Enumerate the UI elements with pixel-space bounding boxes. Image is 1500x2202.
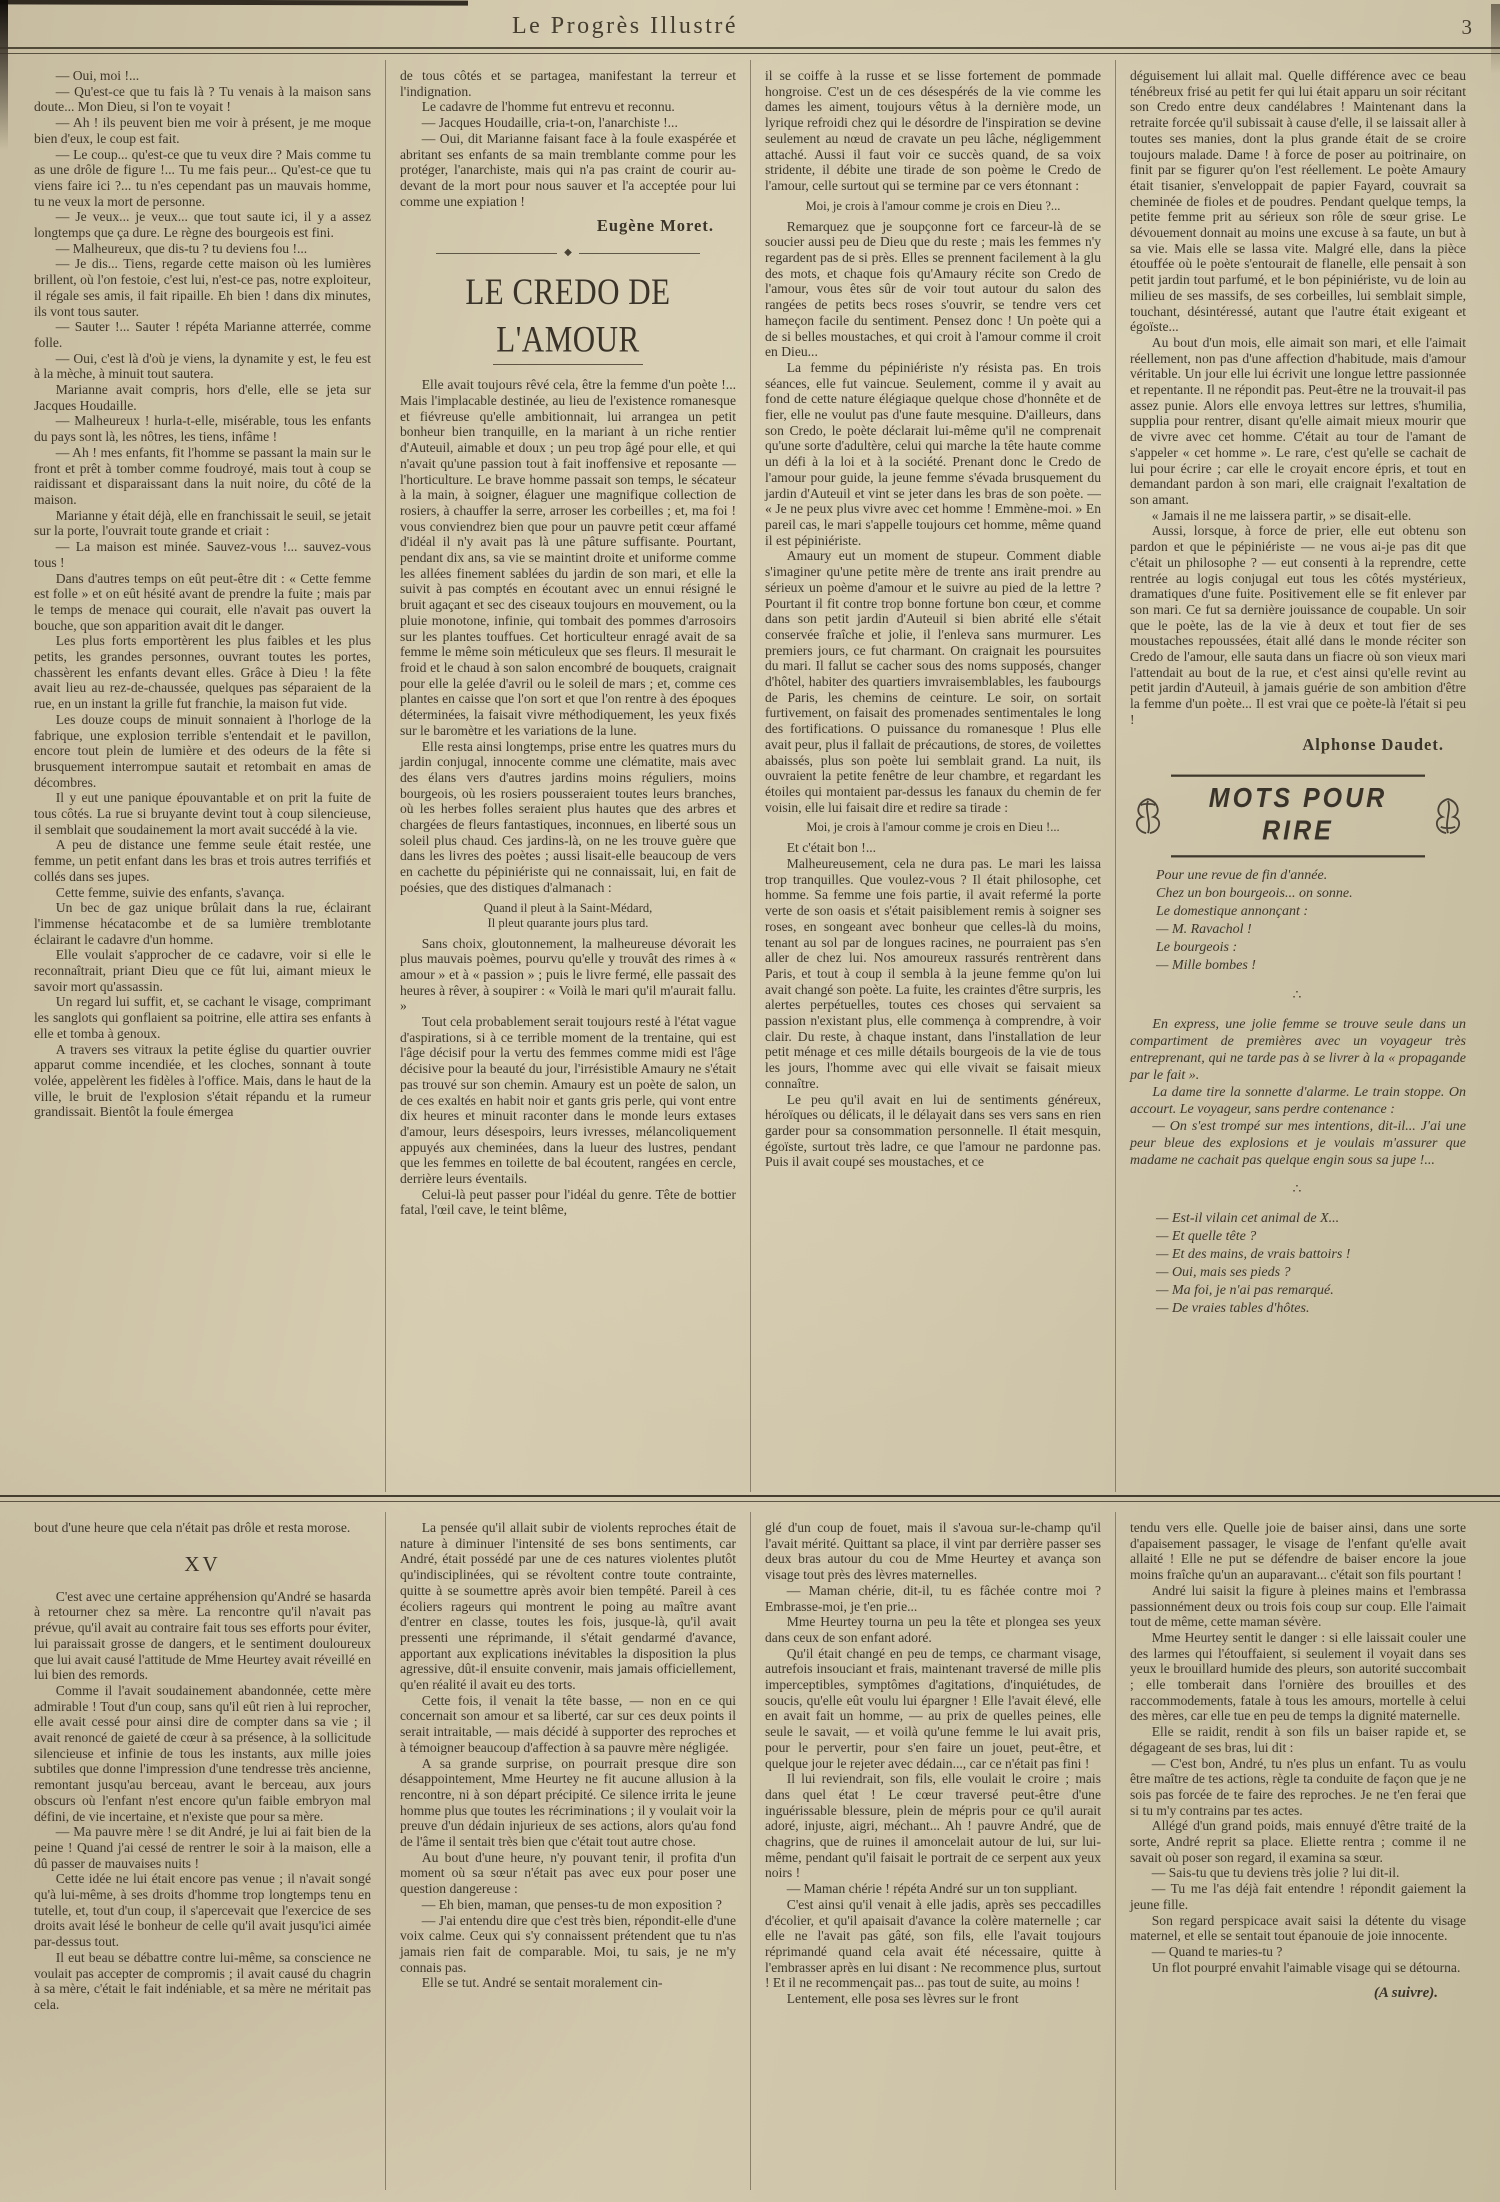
- paragraph: — Eh bien, maman, que penses-tu de mon exposition ?: [421, 1896, 722, 1912]
- paragraph: Marianne avait compris, hors d'elle, elle se jeta sur Jacques Houdaille.: [34, 382, 371, 413]
- paragraph: — Jacques Houdaille, cria-t-on, l'anarchiste !...: [421, 115, 678, 131]
- paragraph: Allégé d'un grand poids, mais ennuyé d'être traité de la sorte, André reprit sa place. Eliette rentra ; comme il ne savait où poser son regard, il examina sa sœur.: [1130, 1818, 1466, 1865]
- diamond-ornament-icon: ◆: [564, 247, 572, 259]
- paragraph: — Ma pauvre mère ! se dit André, je lui ai fait bien de la peine ! Quand j'ai cessé de rentrer le soir à la maison, elle a dû passer de mauvaises nuits !: [34, 1824, 371, 1871]
- paragraph: Elle resta ainsi longtemps, prise entre les quatres murs du jardin conjugal, innocente comme une clématite, mais avec des élans vers d'autres jardins moins réguliers, moins bourgeois, où les rosiers pousseraient toutes leurs branches, où les herbes folles seraient plus hautes que des arbres et chargées de fleurs fantastiques, inconnues, en liberté sous un soleil plus chaud. Ces jardins-là, on ne les trouve guère que dans les livres des poètes ; aussi lisait-elle beaucoup de vers en cachette du pépiniériste qui ne connaissait, lui, en fait de poésies, que des distiques d'almanach :: [400, 738, 736, 895]
- paragraph: Qu'il était changé en peu de temps, ce charmant visage, autrefois insouciant et frais, maintenant traversé de mille plis imperceptibles, symptômes d'agitations, d'inquiétudes, de soucis, qu'elle eût voulu lui épargner ! Elle l'avait élevé, elle en avait fait un homme, — au prix de quelles peines, elle seule le savait, — et voilà qu'une femme le lui avait pris, pour le pervertir, pour s'en faire un jouet, peut-être, et quelque jour le rejeter avec dédain..., car ce n'était pas fini !: [765, 1645, 1101, 1771]
- paragraph: Tout cela probablement serait toujours resté à l'état vague d'aspirations, si à ce terrible moment de la trentaine, qui est l'âge décisif pour la vertu des femmes comme midi est l'âge décisive pour la beauté du jour, l'irrésistible Amaury ne s'était pas trouvé sur son chemin. Amaury est un poète de salon, un de ces exaltés en habit noir et gants gris perle, qui vont entre dix heures et minuit raconter dans le monde leurs extases d'amour, leurs désespoirs, leurs ivresses, mélancoliquement appuyés aux cheminées, dans la lueur des lustres, pendant que les femmes en toilette de bal écoutent, rangées en cercle, derrière leurs éventails.: [400, 1014, 736, 1187]
- paragraph: Elle avait toujours rêvé cela, être la femme d'un poète !... Mais l'implacable destinée, au lieu de l'existence romanesque et fiévreuse qu'elle ambitionnait, lui arrangea un petit bonheur bien tranquille, en la mariant à un riche rentier d'Auteuil, aimable et doux ; un peu trop âgé pour elle, et qui n'avait qu'une passion tout à fait inoffensive et reposante — l'horticulture. Le brave homme passait son temps, le sécateur à la main, à soigner, élaguer une magnifique collection de rosiers, à chauffer la serre, arroser les corbeilles ; et, ma foi ! vous conviendrez bien que pour un pauvre petit cœur affamé d'idéal il n'y avait pas là une pâture suffisante. Pourtant, pendant dix ans, sa vie se maintint droite et uniforme comme les allées finement sablées du jardin de son mari, et elle la suivit à pas comptés en écoutant avec un ennui résigné le bruit agaçant et sec des ciseaux toujours en mouvement, ou la pluie monotone, infinie, qui tombait des pommes d'arrosoirs sur les plantes touffues. Cet horticulteur enragé avait de sa femme le même soin méticuleux que ses fleurs. Il mesurait le froid et le chaud à son salon encombré de bouquets, craignait pour elle la gelée d'avril ou le soleil de mars ; et, comme ces plantes en caisse que l'on sort et que l'on rentre à des époques déterminées, la faisait vivre méthodiquement, les yeux fixés sur le baromètre et les variations de la lune.: [400, 377, 736, 738]
- paragraph: Le cadavre de l'homme fut entrevu et reconnu.: [421, 99, 675, 115]
- paragraph: Au bout d'un mois, elle aimait son mari, et elle l'aimait réellement, non pas d'une affection d'habitude, mais d'amour véritable. Un jour elle lui écrivit une longue lettre passionnée et repentante. Il ne répondit pas. Peut-être ne la trouvait-il pas assez punie. Alors elle envoya lettres sur lettres, s'humilia, supplia pour rentrer, disant qu'elle aimait mieux mourir que de vivre avec cet homme. C'était au tour de l'amant de s'appeler « cet homme ». Le rare, c'est qu'elle se cachait de lui pour écrire ; car elle le croyait encore épris, et tout en demandant pardon à son mari, elle craignait l'exaltation de son amant.: [1130, 334, 1466, 507]
- paragraph: Elle voulait s'approcher de ce cadavre, voir si elle le reconnaîtrait, priant Dieu que ce fût lui, aimant mieux le savoir mort qu'assassin.: [34, 947, 371, 994]
- paragraph: Son regard perspicace avait saisi la détente du visage maternel, et elle se sentait tout épanouie de joie innocente.: [1130, 1912, 1466, 1944]
- verse-quote: Quand il pleut à la Saint-Médard, Il pleut quarante jours plus tard.: [483, 900, 653, 930]
- ornament-right-icon: [1430, 794, 1466, 838]
- paragraph: La femme du pépiniériste n'y résista pas. En trois séances, elle fut vaincue. Seulement, comme il y avait au fond de cette nature élégiaque quelque chose d'honnête et de fier, elle ne voulut pas d'une faute mesquine. D'ailleurs, dans son Credo, le poète déclarait lui-même qu'il ne comprenait qu'une sorte d'adultère, celui qui marche la tête haute comme un défi à la loi et à la société. Prenant donc le Credo de l'amour pour guide, la jeune femme s'évada brusquement du jardin d'Auteuil et vint se jeter dans les bras de son poète. — « Je ne peux plus vivre avec cet homme ! Emmène-moi. » En pareil cas, le mari s'appelle toujours cet homme, même quand il est pépiniériste.: [765, 359, 1101, 548]
- paragraph: — Tu me l'as déjà fait entendre ! répondit gaiement la jeune fille.: [1130, 1881, 1466, 1912]
- paragraph: Celui-là peut passer pour l'idéal du genre. Tête de bottier fatal, l'œil cave, le teint blême,: [400, 1186, 736, 1218]
- paragraph: Les plus forts emportèrent les plus faibles et les plus petits, les grandes personnes, ouvrant toutes les portes, chassèrent les enfants devant elles. Grâce à Dieu ! la fête avait lieu au rez-de-chaussée, quelques pas séparaient de la rue, en un instant la grille fut franchie, la maison fut vide.: [34, 633, 371, 712]
- paragraph: — Malheureux, que dis-tu ? tu deviens fou !...: [55, 240, 308, 256]
- paragraph: A travers ses vitraux la petite église du quartier ouvrier apparut comme incendiée, et les cloches, sonnant à toute volée, appelèrent les fidèles à l'office. Mais, dans le haut de la ville, le bruit de l'explosion s'était répandu et la rumeur grandissait. Bientôt la foule émergea: [34, 1041, 371, 1120]
- paragraph: A sa grande surprise, on pourrait presque dire son désappointement, Mme Heurtey ne fit aucune allusion à la rencontre, ni à son départ précipité. Ce silence irrita le jeune homme plus que toutes les récriminations ; il y voulait voir la preuve d'un dédain injurieux de ses actions, alors qu'au fond de l'âme il sentait très bien que c'était tout autre chose.: [400, 1755, 736, 1850]
- paragraph: Un bec de gaz unique brûlait dans la rue, éclairant l'immense hécatacombe et de sa lumière tremblotante éclairant le cadavre d'un homme.: [34, 900, 371, 947]
- paragraph: Amaury eut un moment de stupeur. Comment diable s'imaginer qu'une petite mère de trente ans irait prendre au sérieux un poème d'amour et le suivre au pied de la lettre ? Pourtant il fit contre trop bonne fortune bon cœur, et comme dans son petit jardin d'Auteuil si bien abrité elle s'était conservée fraîche et jolie, il l'enleva sans murmurer. Les premiers jours, ce fut charmant. On craignait les poursuites du mari. Il fallut se cacher sous des noms supposés, changer d'hôtel, habiter des quartiers imvraisemblables, les faubourgs de Paris, les chemins de ceinture. Le soir, on sortait furtivement, on faisait des promenades sentimentales le long des fortifications. O puissance du romanesque ! Plus elle avait peur, plus il fallait de précautions, de stores, de voilettes abaissés, plus son poète lui semblait grand. La nuit, ils ouvraient la petite fenêtre de leur chambre, et regardant les étoiles qui montaient par-dessus les fanaux du chemin de fer voisin, elle lui faisait dire et redire sa tirade :: [765, 548, 1101, 815]
- bottom-column-1: [20, 1512, 385, 2190]
- paragraph: « Jamais il ne me laissera partir, » se disait-elle.: [1151, 507, 1412, 523]
- paragraph: Sans choix, gloutonnement, la malheureuse dévorait les plus mauvais poèmes, pourvu qu'elle y trouvât des rimes à « amour » et à « passion » ; puis le livre fermé, elle passait des heures à rêver, à soupirer : « Voilà le mari qu'il m'aurait fallu. »: [400, 935, 736, 1014]
- paragraph-continuation: glé d'un coup de fouet, mais il s'avoua sur-le-champ qu'il l'avait mérité. Quittant sa place, il vint par derrière passer ses deux bras autour du cou de Mme Heurtey et avança son visage tout près des lèvres maternelles.: [765, 1520, 1101, 1583]
- paragraph-continuation: déguisement lui allait mal. Quelle différence avec ce beau ténébreux frisé au petit fer qui lui était apparu un soir récitant son Credo entre deux candélabres ! Maintenant dans la retraite forcée qu'il subissait à cause d'elle, il se laissait aller à toutes ses manies, dont la plus grande était de se croire toujours malade. Dame ! à force de poser au poitrinaire, on finit par se figurer qu'on l'est réellement. Le poète Amaury était tisanier, s'enveloppait de papier Fayard, couvrait sa cheminée de fioles et de poudres. Pendant quelque temps, la petite femme prit au sérieux son rôle de sœur grise. Le dévouement donnait au moins une excuse à sa faute, un but à sa vie. Mais elle se lassa vite. Malgré elle, dans la pièce étouffée où le poète s'entourait de flanelle, elle pensait à son petit jardin tout parfumé, et le bon pépiniériste, vu de loin au milieu de ses massifs, de ses corbeilles, lui semblait simple, touchant, désintéressé, autant que l'autre était exigeant et égoïste...: [1130, 68, 1466, 335]
- paragraph: La pensée qu'il allait subir de violents reproches était de nature à diminuer l'intensité de ses bons sentiments, car André, était possédé par une de ces natures violentes plutôt qu'indisciplinées, qui se révoltent contre toute contrainte, quitte à se soumettre après avoir bien tempêté. Pareil à ces écoliers rageurs qui montrent le poing au maître avant d'entrer en classe, toutes les fois, jusque-là, qu'il avait pressenti une réprimande, il s'était gendarmé d'avance, apportant aux explications inévitables la disposition la plus agressive, dût-il ensuite convenir, mais jamais officiellement, qu'en réalité il avait eu des torts.: [400, 1520, 736, 1693]
- top-column-4: [1115, 60, 1480, 1492]
- paragraph: — Sais-tu que tu deviens très jolie ? lui dit-il.: [1151, 1865, 1400, 1881]
- top-section: [20, 60, 1480, 1492]
- paragraph: — La maison est minée. Sauvez-vous !... sauvez-vous tous !: [34, 539, 371, 570]
- joke-paragraph: — On s'est trompé sur mes intentions, dit-il... J'ai une peur bleue des explosions et je voulais m'assurer que madame ne cachait pas quelque engin sous sa jupe !...: [1130, 1118, 1466, 1168]
- paragraph: Lentement, elle posa ses lèvres sur le front: [786, 1991, 1019, 2007]
- page-title: Le Progrès Illustré: [511, 13, 739, 39]
- paragraph-continuation: il se coiffe à la russe et se lisse fortement de pommade hongroise. C'est un de ces désespérés de la vie comme les dames les aiment, toujours vêtus à la dernière mode, un lyrique refroidi chez qui le désordre de l'inspiration se devine seulement au nœud de cravate un peu lâche, négligemment attaché. Aussi il faut voir ce succès quand, de sa voix stridente, il débite une tirade de son poème le Credo de l'amour, celle surtout qui se termine par ce vers étonnant :: [765, 68, 1101, 193]
- paragraph: — C'est bon, André, tu n'es plus un enfant. Tu as voulu être maître de tes actions, règle ta conduite de façon que je ne sois pas forcée de te faire des reproches. Je ne t'en ferai que si tu m'y contrains par tes actes.: [1130, 1755, 1466, 1818]
- author-signature: Alphonse Daudet.: [1302, 734, 1444, 754]
- paragraph-continuation: de tous côtés et se partagea, manifestant la terreur et l'indignation.: [400, 68, 736, 99]
- paragraph: Le peu qu'il avait en lui de sentiments généreux, héroïques ou délicats, il le délayait dans ses vers sans en rien garder pour sa consommation personnelle. Il était mesquin, égoïste, surtout très ladre, ce que l'amour ne pardonne pas. Puis il avait coupé ses moustaches, et ce: [765, 1091, 1101, 1170]
- article-divider: [436, 248, 700, 258]
- joke-paragraph: La dame tire la sonnette d'alarme. Le train stoppe. On accourt. Le voyageur, sans perdre contenance :: [1130, 1084, 1466, 1117]
- paragraph: C'est avec une certaine appréhension qu'André se hasarda à retourner chez sa mère. La rencontre qu'il n'avait pas prévue, qu'il avait au contraire fait tous ses efforts pour éviter, lui paraissait grosse de dangers, et le sentiment douloureux que lui avait causé l'attitude de Mme Heurtey avait réveillé en lui bien des remords.: [34, 1588, 371, 1683]
- joke-separator: ∴: [1292, 987, 1304, 1003]
- article-headline: LE CREDO DE L'AMOUR: [465, 271, 671, 360]
- paragraph: André lui saisit la figure à pleines mains et l'embrassa passionnément deux ou trois fois coup sur coup. Elle l'aimait tout de même, cette maman sévère.: [1130, 1582, 1466, 1630]
- verse-quote: Moi, je crois à l'amour comme je crois en Dieu !...: [806, 820, 1060, 835]
- top-column-1: [20, 60, 385, 1492]
- paragraph: C'est ainsi qu'il venait à elle jadis, après ses peccadilles d'écolier, et qu'il apaisait d'avance la colère maternelle ; car elle ne l'avait pas gâté, son fils, elle l'avait toujours réprimandé quand cela avait été nécessaire, quitte à l'embrasser après en lui disant : Ne recommence plus, surtout ! Et il ne recommençait pas... pas tout de suite, au moins !: [765, 1896, 1101, 1991]
- masthead-rule: [0, 47, 1500, 54]
- top-column-2: [385, 60, 750, 1492]
- section-separator-rule: [0, 1495, 1500, 1502]
- paragraph: Mme Heurtey tourna un peu la tête et plongea ses yeux dans ceux de son enfant adoré.: [765, 1614, 1101, 1645]
- joke-stanza: — Est-il vilain cet animal de X... — Et quelle tête ? — Et des mains, de vrais battoirs ! — Oui, mais ses pieds ? — Ma foi, je n'ai pas remarqué. — De vraies tables d'hôtes.: [1156, 1210, 1351, 1316]
- paragraph: Marianne y était déjà, elle en franchissait le seuil, se jetait sur la porte, l'ouvrait toute grande et criait :: [34, 507, 371, 539]
- ornament-left-icon: [1130, 794, 1166, 838]
- mots-pour-rire-box: [1130, 779, 1466, 853]
- paragraph: Elle se raidit, rendit à son fils un baiser rapide et, se dégageant de ses bras, lui dit :: [1130, 1724, 1466, 1755]
- scan-artifact-top: [0, 0, 468, 6]
- credo-article-end-blocks: [1130, 68, 1466, 755]
- joke-stanza: Pour une revue de fin d'année. Chez un bon bourgeois... on sonne. Le domestique annonçant : — M. Ravachol ! Le bourgeois : — Mille bombes !: [1156, 867, 1353, 973]
- to-be-continued: (A suivre).: [1373, 1985, 1438, 2002]
- paragraph: — Oui, c'est là d'où je viens, la dynamite y est, le feu est à la mèche, à minuit tout sautera.: [34, 350, 371, 382]
- paragraph: Il y eut une panique épouvantable et on prit la fuite de tous côtés. La rue si bruyante devint tout à coup silencieuse, il semblait que soudainement la mort avait succédé à la vie.: [34, 790, 371, 837]
- paragraph: Malheureusement, cela ne dura pas. Le mari les laissa trop tranquilles. Que voulez-vous ? Il était philosophe, cet homme. Sa femme une fois partie, il avait refermé la porte verte de son oasis et s'était paisiblement remis à soigner ses roses, en songeant avec bonheur que celles-là du moins, tenant au sol par de longues racines, ne pourraient pas s'en aller de chez lui. Nos amoureux rassurés rentrèrent dans Paris, et tout à coup il sembla à la jeune femme qu'on lui avait changé son poète. La fuite, les craintes d'être surpris, les alertes perpétuelles, toutes ces choses qui servaient sa passion n'existant plus, elle commença à comprendre, à voir clair. Du reste, à chaque instant, dans l'installation de leur petit ménage et ces mille détails bourgeois de la vie de tous les jours, l'homme avec qui elle vivait se faisait mieux connaître.: [765, 856, 1101, 1091]
- paragraph: — Maman chérie, dit-il, tu es fâchée contre moi ? Embrasse-moi, je t'en prie...: [765, 1582, 1101, 1614]
- bottom-section: [20, 1512, 1480, 2190]
- divider-line: [436, 253, 557, 254]
- paragraph: Au bout d'une heure, n'y pouvant tenir, il profita d'un moment où sa sœur n'était pas avec eux pour poser une question dangereuse :: [400, 1849, 736, 1897]
- paragraph: Comme il l'avait soudainement abandonnée, cette mère admirable ! Tout d'un coup, sans qu'il eût rien à lui reprocher, elle avait cessé pour ainsi dire de compter dans sa vie ; il avait renoncé de gaieté de cœur à sa présence, à la sollicitude silencieuse et infinie de tous les instants, aux mille joies subtiles que donne l'impression d'une tendresse très ancienne, remontant jusqu'au berceau, avant le berceau, aux jours obscurs où l'enfant n'est encore qu'un faible embryon mal défini, de vie incertaine, et n'existe que pour sa mère.: [34, 1682, 371, 1824]
- scan-artifact-right: [1491, 4, 1500, 74]
- paragraph: — Je veux... je veux... que tout saute ici, il y a assez longtemps que ça dure. Le règne des bourgeois est fini.: [34, 209, 371, 241]
- paragraph: — Le coup... qu'est-ce que tu veux dire ? Mais comme tu as une drôle de figure !... Tu me fais peur... Qu'est-ce que tu viens faire ici ?... tu n'es cependant pas un mauvais homme, tu ne veux la mort de personne.: [34, 146, 371, 209]
- mots-pour-rire-title: MOTS POUR RIRE: [1171, 774, 1425, 857]
- page-number: 3: [1461, 15, 1472, 39]
- paragraph: Cette idée ne lui était encore pas venue ; il n'avait songé qu'à lui-même, à ses droits d'homme trop longtemps tenu en tutelle, et, tout d'un coup, il s'apercevait que l'exercice de ses droits avait lésé le bonheur de celle qu'il avait jusqu'ici aimée par-dessus tout.: [34, 1871, 371, 1950]
- jokes-blocks: [1130, 867, 1466, 1318]
- headline-rule: [493, 364, 643, 365]
- chapter-heading: XV: [184, 1551, 221, 1576]
- joke-paragraph: En express, une jolie femme se trouve seule dans un compartiment de premières avec un voyageur très entreprenant, qui ne tarde pas à se livrer à la « propagande par le fait ».: [1130, 1016, 1466, 1083]
- paragraph: — Sauter !... Sauter ! répéta Marianne atterrée, comme folle.: [34, 319, 371, 350]
- paragraph: Et c'était bon !...: [786, 840, 877, 856]
- paragraph: Les douze coups de minuit sonnaient à l'horloge de la fabrique, une explosion terrible s'entendait et le pavillon, encore tout plein de lumière et des odeurs de la fête si brusquement interrompue sautait et retombait en amas de décombres.: [34, 711, 371, 790]
- paragraph: — Ah ! mes enfants, fit l'homme se passant la main sur le front et prêt à tomber comme foudroyé, mais tout à coup se raidissant et disparaissant dans la nuit noire, du côté de la maison.: [34, 444, 371, 507]
- paragraph: — Je dis... Tiens, regarde cette maison où les lumières brillent, où l'on festoie, c'est lui, n'est-ce pas, notre exploiteur, il régale ses amis, il fait ripaille. Eh bien ! dans dix minutes, ils vont tous sauter.: [34, 256, 371, 319]
- paragraph: — Quand te maries-tu ?: [1151, 1943, 1283, 1959]
- paragraph: — Ah ! ils peuvent bien me voir à présent, je me moque bien d'eux, le coup est fait.: [34, 115, 371, 146]
- paragraph: Remarquez que je soupçonne fort ce farceur-là de se soucier aussi peu de Dieu que du reste ; mais les femmes n'y regardent pas de si près. Elles se prennent facilement à la glu des mots, et chaque fois qu'Amaury récite son Credo de l'amour, vous êtes sûr de voir tout autour du salon des rangées de petits becs roses s'ouvrir, se tendre vers cet hameçon facile du sentiment. Pensez donc ! Un poète qui a de si belles moustaches, et qui croit à l'amour comme il croit en Dieu...: [765, 218, 1101, 360]
- paragraph: Il eut beau se débattre contre lui-même, sa conscience ne voulait pas accepter de compromis ; il avait causé du chagrin à sa mère, c'était le fait indéniable, et sa mère ne méritait pas cela.: [34, 1949, 371, 2012]
- bottom-column-2: [385, 1512, 750, 2190]
- paragraph: Mme Heurtey sentit le danger : si elle laissait couler une des larmes qui l'étouffaient, si seulement il voyait dans ses yeux le brouillard humide des pleurs, son autorité succombait ; elle tomberait dans l'ornière des brouilles et des raccommodements, fatale à tous les amours, mortelle à celui des mères, car elle tue en peu de temps la dignité maternelle.: [1130, 1629, 1466, 1724]
- story-ending-blocks: [400, 68, 736, 236]
- credo-article-blocks: [400, 377, 736, 1218]
- verse-quote: Moi, je crois à l'amour comme je crois en Dieu ?...: [805, 198, 1061, 213]
- joke-separator: ∴: [1292, 1181, 1304, 1197]
- paragraph: — Oui, moi !...: [55, 68, 140, 83]
- paragraph: — Qu'est-ce que tu fais là ? Tu venais à la maison sans doute... Mon Dieu, si l'on te voyait !: [34, 83, 371, 115]
- paragraph: Aussi, lorsque, à force de prier, elle eut obtenu son pardon et que le pépiniériste — ne vous ai-je pas dit que c'était un philosophe ? — eut consenti à la reprendre, cette rentrée au logis conjugal eut tous les côtés mystérieux, dramatiques d'une fuite. Positivement elle se fit enlever par son mari. Ce fut sa dernière jouissance de coupable. Un soir que le poète, las de la vie à deux et tout fier de ses moustaches repoussées, était allé dans le monde réciter son Credo de l'amour, elle sauta dans un fiacre où son vieux mari l'attendait au bout de la rue, et c'est ainsi qu'elle revint au petit jardin d'Auteuil, à jamais guérie de son ambition d'être la femme d'un poète... Il est vrai que ce poète-là l'était si peu !: [1130, 523, 1466, 727]
- paragraph: Dans d'autres temps on eût peut-être dit : « Cette femme est folle » et on eût hésité avant de prendre la fuite ; mais par le temps de menace qui courait, elle n'avait pas ouvert la bouche, que son apparition avait dit le danger.: [34, 570, 371, 633]
- paragraph: Elle se tut. André se sentait moralement cin-: [421, 1975, 663, 1991]
- paragraph: — J'ai entendu dire que c'est très bien, répondit-elle d'une voix calme. Ceux qui s'y connaissent prétendent que tu n'as jamais rien fait de comparable. Moi, tu sais, je ne m'y connais pas.: [400, 1912, 736, 1975]
- divider-line: [579, 253, 700, 254]
- paragraph-continuation: tendu vers elle. Quelle joie de baiser ainsi, dans une sorte d'apaisement passager, le visage de l'enfant qu'elle avait allaité ! Elle ne put se défendre de baiser encore la joue moins fraîche qu'un an auparavant... c'était son fils pourtant !: [1130, 1520, 1466, 1583]
- bottom-column-4: [1115, 1512, 1480, 2190]
- paragraph: — Maman chérie ! répéta André sur un ton suppliant.: [786, 1881, 1078, 1897]
- paragraph: A peu de distance une femme seule était restée, une femme, un petit enfant dans les bras et trois autres terrifiés et collés dans ses jupes.: [34, 837, 371, 884]
- paragraph: — Oui, dit Marianne faisant face à la foule exaspérée et abritant ses enfants de sa main tremblante comme pour les protéger, l'anarchiste, mais qui n'a pas craint de courir au-devant de la mort pour nous sauver et l'a acceptée pour lui comme une expiation !: [400, 130, 736, 209]
- author-signature: Eugène Moret.: [596, 216, 714, 236]
- paragraph: Un flot pourpré envahit l'aimable visage qui se détourna.: [1151, 1959, 1461, 1975]
- paragraph: Un regard lui suffit, et, se cachant le visage, comprimant les sanglots qui gonflaient sa poitrine, elle attira ses enfants à elle et tomba à genoux.: [34, 994, 371, 1041]
- top-column-3: [750, 60, 1115, 1492]
- paragraph: — Malheureux ! hurla-t-elle, misérable, tous les enfants du pays sont là, les nôtres, les tiens, infâme !: [34, 413, 371, 445]
- paragraph: Il lui reviendrait, son fils, elle voulait le croire ; mais dans quel état ! Le cœur traversé peut-être d'une inguérissable blessure, plein de mépris pour ce qu'il aurait adoré, injuste, aigri, méchant... Ah ! pauvre André, que de chagrins, que de ruines il amoncelait autour de lui, sur lui-même, pendant qu'il faisait le portrait de ce serpent aux yeux noirs !: [765, 1771, 1101, 1881]
- paragraph-continuation: bout d'une heure que cela n'était pas drôle et resta morose.: [34, 1520, 351, 1535]
- scan-artifact-left: [0, 0, 8, 150]
- paragraph: Cette femme, suivie des enfants, s'avança.: [55, 884, 285, 900]
- paragraph: Cette fois, il venait la tête basse, — non en ce qui concernait son amour et sa liberté, car sur ces deux points il serait intraitable, — mais décidé à supporter des reproches et à témoigner beaucoup d'affection à sa pauvre mère négligée.: [400, 1692, 736, 1755]
- bottom-column-3: [750, 1512, 1115, 2190]
